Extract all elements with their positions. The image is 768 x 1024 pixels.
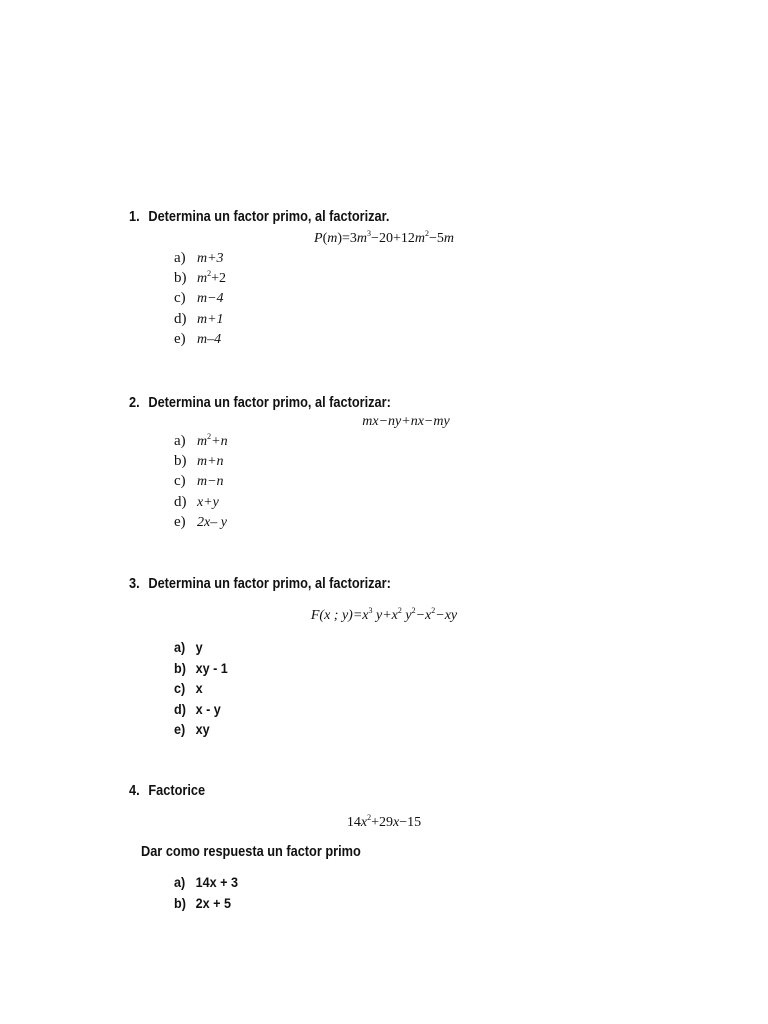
question-text: Factorice [148,783,206,799]
question-4-instruction: Dar como respuesta un factor primo [141,844,361,860]
option-e: e) 2x– y [174,513,227,530]
option-a: a) $m^2+n$ [174,432,228,449]
question-1-expression: $P(m)=3m^3-20+12m^2-5m$ [314,229,454,246]
question-4-options [174,872,245,913]
question-text: Determina un factor primo, al factorizar. [148,209,390,225]
option-b: b) m+n [174,453,224,470]
question-3-title [129,575,391,593]
option-c: c) m−4 [174,290,224,307]
question-text: Determina un factor primo, al factorizar: [148,395,391,411]
question-1-options [174,248,226,349]
question-2-options [174,431,228,532]
option-a: a) 14x + 3 [174,874,238,890]
question-2-title [129,394,391,412]
question-3-options [174,637,234,740]
question-4-title [129,782,205,800]
question-1-title [129,208,389,226]
option-d: d) x+y [174,493,219,510]
question-number: 3. [129,576,140,592]
option-c: c) m−n [174,473,224,490]
question-text: Determina un factor primo, al factorizar: [148,576,391,592]
option-a: a) m+3 [174,250,224,266]
question-number: 2. [129,395,140,411]
question-number: 4. [129,783,140,799]
option-d: d) x - y [174,700,221,717]
option-b: b) xy - 1 [174,659,228,676]
option-e: e) m–4 [174,330,222,347]
question-3-expression: F(x ; $y)=x^3$ $y+x^2$ $y^2-x^2-xy$ [310,606,458,623]
question-2-expression: mx−ny+nx−my [362,414,450,429]
question-4-expression: $14x^2+29x-15$ [346,813,422,830]
question-number: 1. [129,209,140,225]
option-d: d) m+1 [174,310,224,327]
option-a: a) y [174,639,203,655]
option-c: c) x [174,680,203,696]
option-b: b) $m^2+2$ [174,269,227,287]
option-e: e) xy [174,721,210,737]
option-b: b) 2x + 5 [174,894,231,911]
